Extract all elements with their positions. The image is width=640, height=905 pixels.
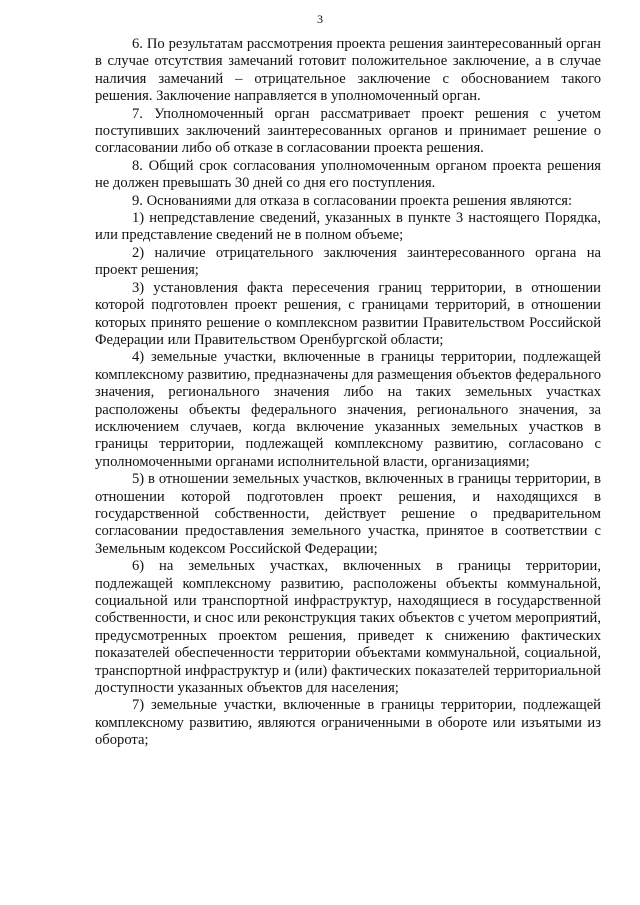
subitem-3: 3) установления факта пересечения границ территории, в отношении которой подготовлен проект решения, с границами территорий, в отношении которых принято решение о комплексном развитии Правительством Российской Федерации или Правительством Оренбургской области; xyxy=(95,279,601,348)
subitem-6: 6) на земельных участках, включенных в границы территории, подлежащей комплексному развитию, расположены объекты коммунальной, социальной или транспортной инфраструктур, находящиеся в государственной собственности, и снос или реконструкция таких объектов с учетом мероприятий, предусмотренных проектом решения, приведет к снижению фактических показателей обеспеченности территории объектами коммунальной, социальной, транспортной инфраструктур и (или) фактических показателей территориальной доступности указанных объектов для населения; xyxy=(95,558,601,697)
paragraph-item-7: 7. Уполномоченный орган рассматривает проект решения с учетом поступивших заключений заинтересованных органов и принимает решение о согласовании либо об отказе в согласовании проекта решения. xyxy=(95,105,601,157)
page-number: 3 xyxy=(317,12,323,26)
subitem-5: 5) в отношении земельных участков, включенных в границы территории, в отношении которой подготовлен проект решения, и находящихся в государственной собственности, действует решение о предварительном согласовании предоставления земельного участка, принятое в соответствии с Земельным кодексом Российской Федерации; xyxy=(95,471,601,557)
paragraph-item-6: 6. По результатам рассмотрения проекта решения заинтересованный орган в случае отсутствия замечаний готовит положительное заключение, а в случае наличия замечаний – отрицательное заключение с обоснованием такого решения. Заключение направляется в уполномоченный орган. xyxy=(95,36,601,105)
paragraph-item-8: 8. Общий срок согласования уполномоченным органом проекта решения не должен превышать 30 дней со дня его поступления. xyxy=(95,157,601,192)
subitem-2: 2) наличие отрицательного заключения заинтересованного органа на проект решения; xyxy=(95,244,601,279)
document-body xyxy=(95,36,601,750)
subitem-1: 1) непредставление сведений, указанных в пункте 3 настоящего Порядка, или представление сведений не в полном объеме; xyxy=(95,210,601,244)
subitem-7: 7) земельные участки, включенные в границы территории, подлежащей комплексному развитию, являются ограниченными в обороте или изъятыми из оборота; xyxy=(95,697,601,749)
paragraph-item-9: 9. Основаниями для отказа в согласовании проекта решения являются: xyxy=(132,192,573,209)
subitem-4: 4) земельные участки, включенные в границы территории, подлежащей комплексному развитию, предназначены для размещения объектов федерального значения, регионального значения либо на таких земельных участках расположены объекты федерального значения, регионального значения, за исключением случаев, когда включение указанных земельных участков в границы территории, подлежащей комплексному развитию, согласовано с уполномоченными органами исполнительной власти, организациями; xyxy=(95,349,601,470)
